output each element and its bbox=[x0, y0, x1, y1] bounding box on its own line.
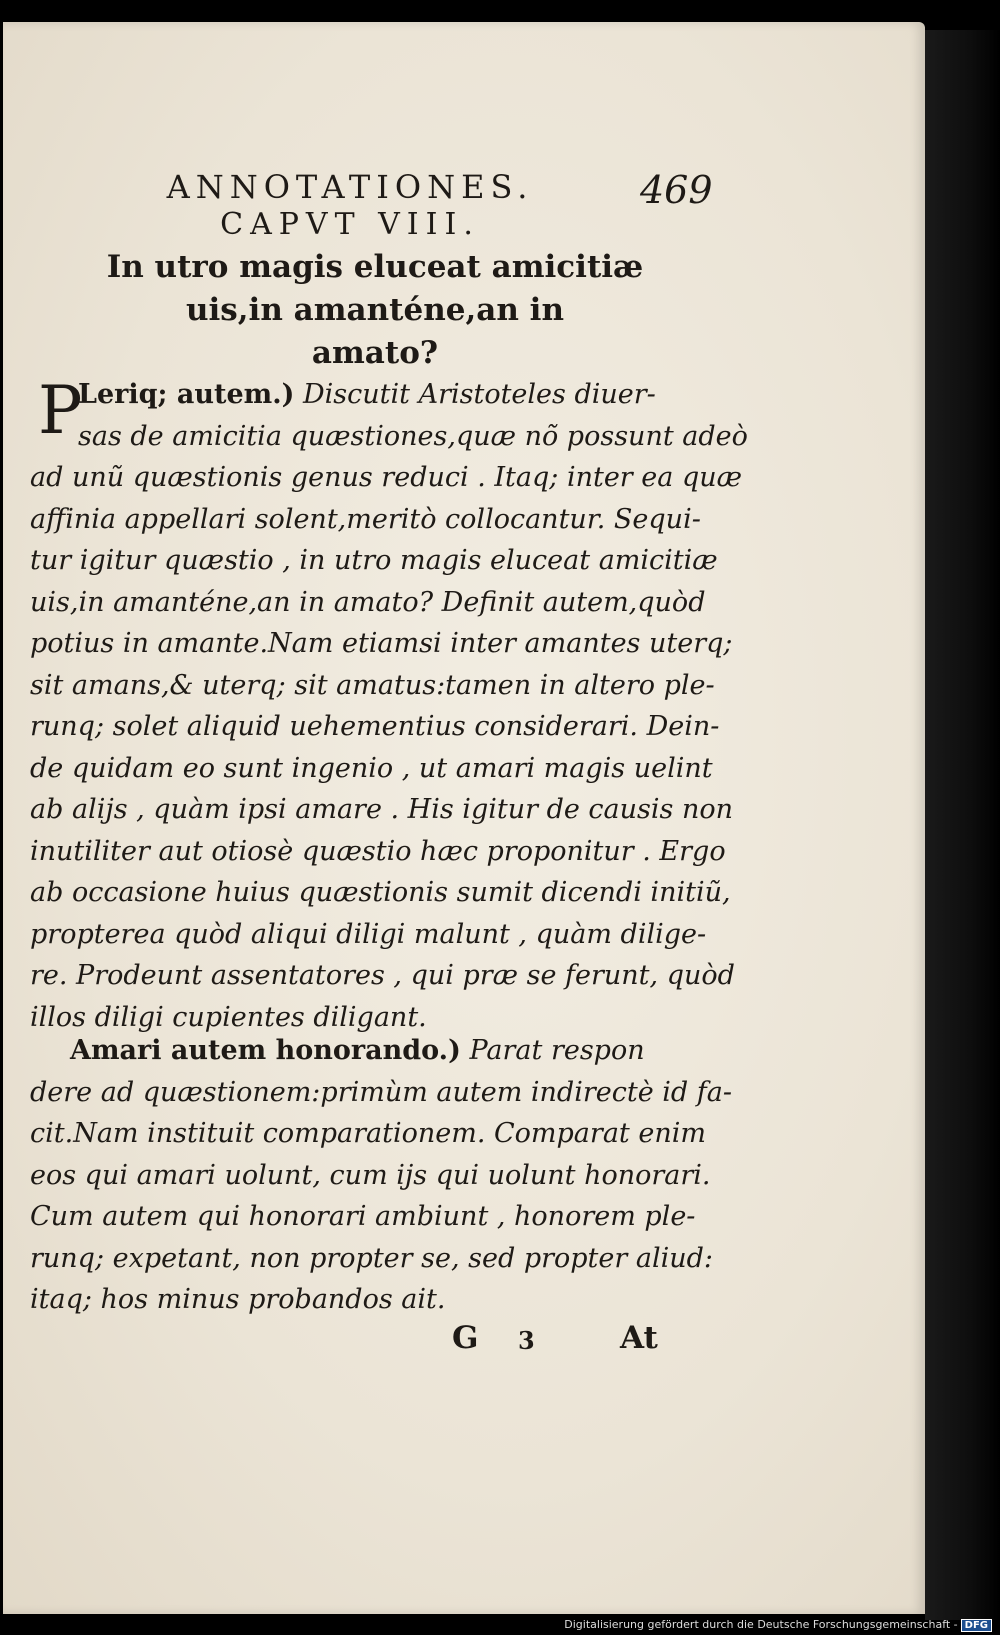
text-line: ab alijs , quàm ipsi amare . His igitur de causis non bbox=[30, 794, 734, 825]
lemma: Leriq; autem.) bbox=[78, 379, 295, 410]
text-line: de quidam eo sunt ingenio , ut amari magis uelint bbox=[30, 752, 713, 784]
dfg-logo: DFG bbox=[961, 1619, 992, 1632]
title-line: In utro magis eluceat amicitiæ bbox=[106, 249, 644, 285]
text-line: dere ad quæstionem:primùm autem indirectè id fa- bbox=[30, 1076, 732, 1108]
text-line: sas de amicitia quæstiones,quæ nõ possunt adeò bbox=[78, 420, 748, 452]
text-line: Cum autem qui honorari ambiunt , honorem ple- bbox=[30, 1201, 696, 1232]
drop-capital: P bbox=[38, 372, 83, 449]
text-line: potius in amante.Nam etiamsi inter amantes uterq; bbox=[30, 628, 733, 659]
text-line: runq; expetant, non propter se, sed propter aliud: bbox=[30, 1242, 714, 1274]
signature-mark: G bbox=[452, 1320, 479, 1356]
text-line: uis,in amanténe,an in amato? Definit autem,quòd bbox=[30, 586, 706, 618]
text-line: Amari autem honorando.) Parat respon bbox=[70, 1035, 645, 1066]
text-line: tur igitur quæstio , in utro magis eluceat amicitiæ bbox=[30, 545, 718, 576]
chapter-heading: CAPVT VIII. bbox=[220, 207, 480, 242]
paragraph-1 bbox=[30, 374, 748, 1038]
credit-text: Digitalisierung gefördert durch die Deutsche Forschungsgemeinschaft - bbox=[564, 1618, 958, 1631]
page-edge-shadow bbox=[925, 30, 1000, 1620]
lemma: Amari autem honorando.) bbox=[70, 1035, 461, 1066]
digitization-credit bbox=[564, 1618, 992, 1632]
running-title: ANNOTATIONES. bbox=[166, 168, 534, 206]
text-line: re. Prodeunt assentatores , qui præ se ferunt, quòd bbox=[30, 960, 735, 991]
signature-number: 3 bbox=[518, 1326, 535, 1355]
text-line: illos diligi cupientes diligant. bbox=[30, 1001, 427, 1033]
text-line: propterea quòd aliqui diligi malunt , quàm dilige- bbox=[30, 918, 707, 950]
text-line: inutiliter aut otiosè quæstio hæc proponitur . Ergo bbox=[30, 835, 726, 867]
page-number: 469 bbox=[640, 168, 713, 212]
chapter-title bbox=[95, 246, 655, 375]
text-line: ad unũ quæstionis genus reduci . Itaq; inter ea quæ bbox=[30, 462, 742, 493]
paragraph-2 bbox=[30, 1030, 732, 1321]
title-line: amato? bbox=[311, 335, 439, 371]
text-line: sit amans,& uterq; sit amatus:tamen in altero ple- bbox=[30, 669, 715, 701]
text-line: eos qui amari uolunt, cum ijs qui uolunt honorari. bbox=[30, 1159, 711, 1191]
title-line: uis,in amanténe,an in bbox=[185, 292, 564, 328]
text-line: ab occasione huius quæstionis sumit dicendi initiũ, bbox=[30, 877, 731, 908]
text-line: itaq; hos minus probandos ait. bbox=[30, 1284, 446, 1315]
text-line: runq; solet aliquid uehementius considerari. Dein- bbox=[30, 711, 720, 742]
text-line: Leriq; autem.) Discutit Aristoteles diuer- bbox=[78, 379, 656, 410]
catchword: At bbox=[620, 1320, 658, 1356]
text-line: cit.Nam instituit comparationem. Comparat enim bbox=[30, 1118, 706, 1149]
text-line: affinia appellari solent,meritò collocantur. Sequi- bbox=[30, 503, 701, 535]
